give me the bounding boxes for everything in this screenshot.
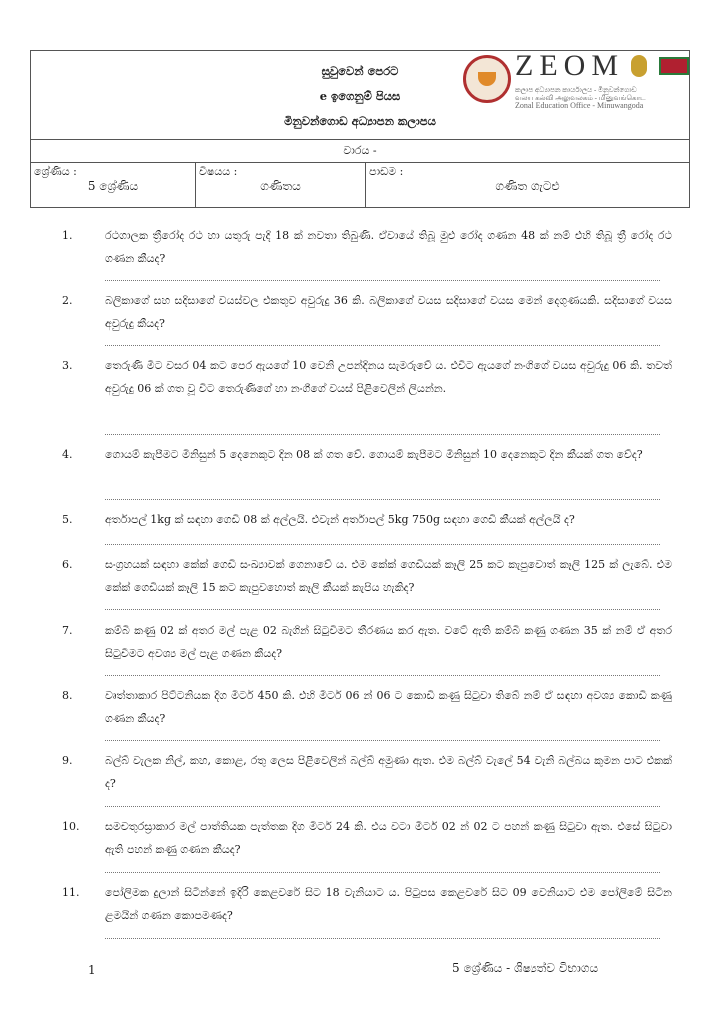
question-8 <box>62 684 672 730</box>
question-3 <box>62 354 672 400</box>
question-number: 11. <box>62 886 80 899</box>
grade-label: ශ්‍රේණිය : <box>34 165 77 178</box>
question-11 <box>62 881 672 927</box>
header-title-3: මිනුවන්ගොඩ අධ්‍යාපන කලාපය <box>284 114 436 128</box>
question-2 <box>62 289 672 335</box>
answer-line[interactable] <box>105 740 660 742</box>
lesson-label: පාඩම : <box>369 165 404 178</box>
info-row <box>31 163 689 208</box>
question-number: 2. <box>62 294 73 307</box>
answer-line[interactable] <box>105 345 660 347</box>
subject-value: ගණිතය <box>260 179 301 193</box>
question-number: 3. <box>62 359 73 372</box>
subject-cell <box>196 163 366 208</box>
question-number: 10. <box>62 820 80 833</box>
answer-line[interactable] <box>105 499 660 501</box>
header-title-2: e ඉගෙනුම් පියස <box>319 89 401 103</box>
question-number: 1. <box>62 229 73 242</box>
answer-line[interactable] <box>105 609 660 611</box>
worksheet-header <box>30 50 690 208</box>
logo-sub-english: Zonal Education Office - Minuwangoda <box>515 101 644 110</box>
question-text: බල්බ් වැලක නිල්, කහ, කොළ, රතු ලෙස පිළිවෙලින් බල්බ් අමුණා ඇත. එම බල්බ් වැලේ 54 වැනි බල්බය කුමන පාට එකක් ද? <box>105 754 672 790</box>
question-number: 8. <box>62 689 73 702</box>
question-number: 9. <box>62 754 73 767</box>
question-text: කම්බි කණු 02 ක් අතර මල් පැළ 02 බැගින් සිටුවීමට තීරණය කර ඇත. වටේ ඇති කම්බි කණු ගණන 35 ක් නම් ඒ අතර සිටුවීමට අවශ්‍ය මල් පැළ ගණන කීයද? <box>105 624 672 660</box>
answer-line[interactable] <box>105 938 660 940</box>
national-crest-icon <box>631 55 647 77</box>
question-10 <box>62 815 672 861</box>
answer-line[interactable] <box>105 544 660 546</box>
logo-sub-sinhala: කලාප අධ්‍යාපන කාර්යාලය - මිනුවන්ගොඩ <box>515 86 637 94</box>
question-number: 5. <box>62 513 73 526</box>
header-top <box>31 51 689 140</box>
subject-label: විෂයය : <box>199 165 238 178</box>
question-text: පෝලිමක දුලාන් සිටින්නේ ඉදිරි කෙළවරේ සිට 18 වැනියාට ය. පිටුපස කෙළවරේ සිට 09 වෙනියාට එම පෝලිමේ සිටින ළමයින් ගණන කොපමණද? <box>105 886 672 922</box>
page-number: 1 <box>88 963 96 977</box>
question-5 <box>62 508 672 531</box>
question-text: සංග්‍රහයක් සඳහා කේක් ගෙඩි සංඛ්‍යාවක් ගෙනාවේ ය. එම කේක් ගෙඩියක් කෑලි 25 කට කැපුවොත් කෑලි 125 ක් ලැබේ. එම කේක් ගෙඩියක් කෑලි 15 කට කැපුවහොත් කෑලි කීයක් කැපිය හැකිද? <box>105 558 672 594</box>
answer-line[interactable] <box>105 434 660 436</box>
badge-icon <box>659 57 689 75</box>
grade-value: 5 ශ්‍රේණිය <box>87 179 139 193</box>
answer-line[interactable] <box>105 872 660 874</box>
lesson-value: ගණිත ගැටළු <box>495 179 560 193</box>
question-text: අර්තාපල් 1kg ක් සඳහා ගෙඩි 08 ක් අල්ලයි. එවැන් අර්තාපල් 5kg 750g සඳහා ගෙඩි කීයක් අල්ලයි ද? <box>105 513 575 526</box>
question-number: 7. <box>62 624 73 637</box>
question-text: තෙරුණි මීට වසර 04 කට පෙර ඇයගේ 10 වෙනි උපන්දිනය සැමරුවේ ය. එවිට ඇයගේ නංගිගේ වයස අවුරුදු 06 කි. තවත් අවුරුදු 06 ක් ගත වූ විට තෙරුණිගේ හා නංගීගේ වයස් පිළිවෙලින් ලියන්න. <box>105 359 672 395</box>
question-7 <box>62 619 672 665</box>
question-number: 4. <box>62 448 73 461</box>
question-text: සමචතුරස්‍රාකාර මල් පාත්තියක පැත්තක දිග මීටර් 24 කි. එය වටා මීටර් 02 න් 02 ට පහන් කණු සිටුවා ඇත. එසේ සිටුවා ඇති පහන් කණු ගණන කීයද? <box>105 820 672 856</box>
week-row: වාරය - <box>31 140 689 163</box>
header-title-1: සුවුවෙන් පෙරට <box>321 64 399 78</box>
logo-subtitle <box>515 86 646 110</box>
lesson-cell <box>366 163 689 208</box>
logo-sub-tamil: வலய கல்வி அலுவலகம் - மினுவங்கொட <box>515 94 646 102</box>
answer-line[interactable] <box>105 675 660 677</box>
lamp-emblem-icon <box>463 55 511 103</box>
footer-text: 5 ශ්‍රේණිය - ශිෂ්‍යත්ව විභාගය <box>452 961 599 975</box>
grade-cell <box>31 163 196 208</box>
answer-line[interactable] <box>105 806 660 808</box>
logo-name: ZEOM <box>515 49 624 82</box>
question-text: රථගාලක ත්‍රීරෝද රථ හා යතුරු පැදි 18 ක් නවතා තිබුණි. ඒවායේ තිබූ මුළු රෝද ගණන 48 ක් නම් එහි තිබූ ත්‍රී රෝද රථ ගණන කීයද? <box>105 229 672 265</box>
question-6 <box>62 553 672 599</box>
zeom-logo <box>463 49 691 113</box>
question-number: 6. <box>62 558 73 571</box>
question-1 <box>62 224 672 270</box>
answer-line[interactable] <box>105 280 660 282</box>
question-4 <box>62 443 672 466</box>
question-9 <box>62 749 672 795</box>
question-text: බලිකාගේ සහ සදිසාගේ වයස්වල එකතුව අවුරුදු 36 කි. බලිකාගේ වයස සදිසාගේ වයස මෙන් දෙගුණයකි. සදිසාගේ වයස අවුරුදු කීයද? <box>105 294 672 330</box>
question-text: වෘත්තාකාර පිට්ටනියක දිග මීටර් 450 කි. එහි මීටර් 06 න් 06 ට කොඩි කණු සිටුවා තිබේ නම් ඒ සඳහා අවශ්‍ය කොඩි කණු ගණන කීයද? <box>105 689 672 725</box>
question-text: ගොයම් කැපීමට මිනිසුන් 5 දෙනෙකුට දින 08 ක් ගත වේ. ගොයම් කැපීමට මිනිසුන් 10 දෙනෙකුට දින කීයක් ගත වේද? <box>105 448 643 461</box>
